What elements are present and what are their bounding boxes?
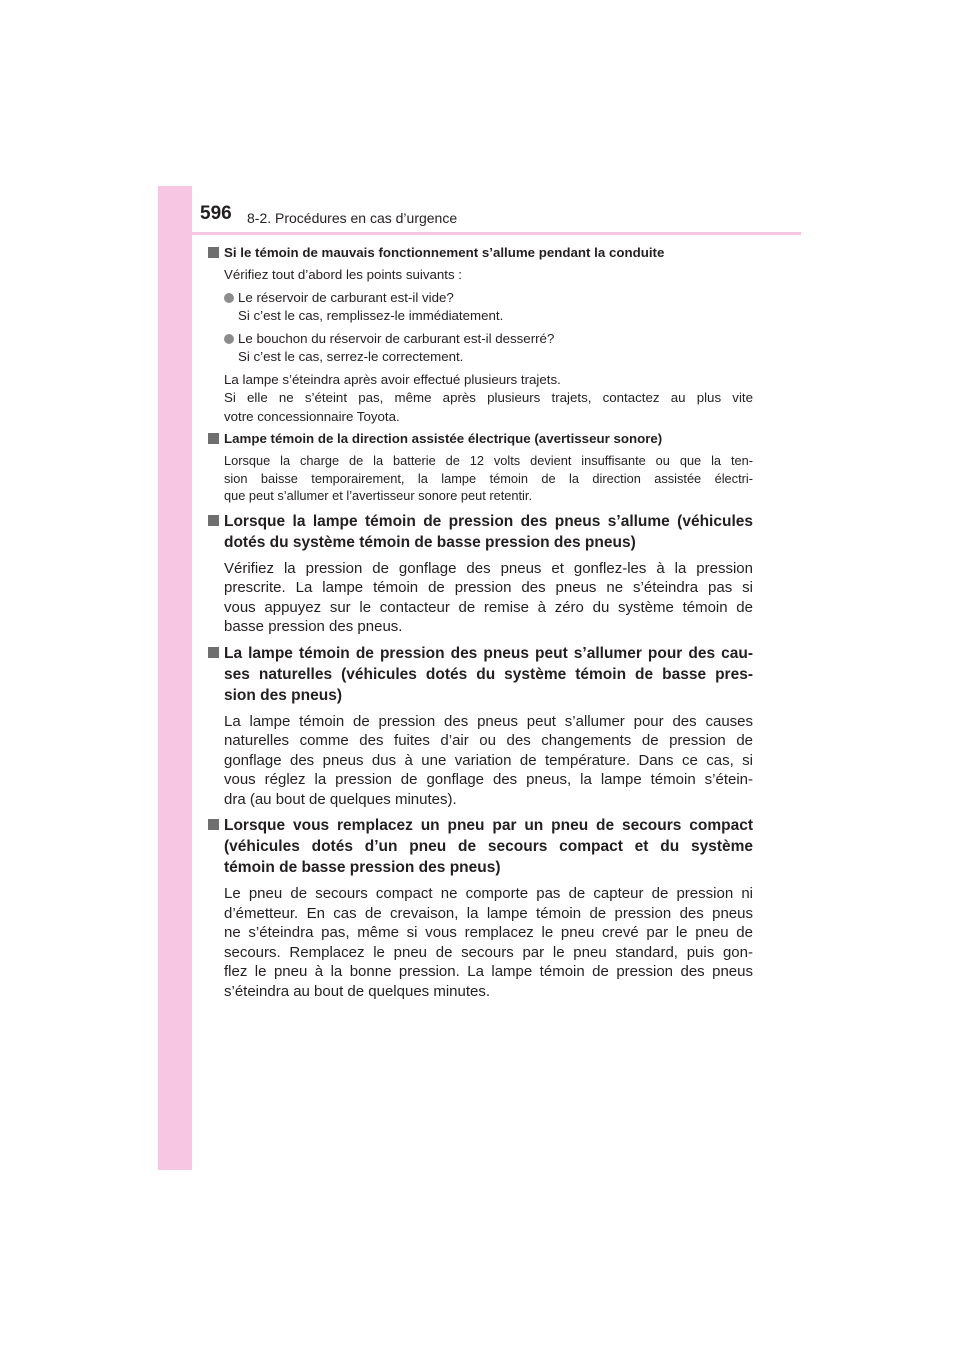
heading-text: témoin de basse pression des pneus) (224, 859, 501, 876)
heading-text: (véhicules dotés d’un pneu de secours compact et du système (224, 838, 753, 855)
section-compact-spare-tire (208, 815, 753, 1001)
heading-text: Lampe témoin de la direction assistée électrique (avertisseur sonore) (224, 431, 663, 446)
square-bullet-icon (208, 819, 219, 830)
section-title: 8-2. Procédures en cas d’urgence (247, 210, 458, 226)
body-paragraph (224, 371, 753, 427)
text-line: naturelles comme des fuites d’air ou des changements de pression de (224, 732, 753, 749)
round-bullet-icon (224, 293, 234, 303)
body-paragraph (224, 452, 753, 505)
list-item (224, 330, 753, 367)
body-paragraph (224, 884, 753, 1001)
text-line: vous réglez la pression de gonflage des pneus, la lampe témoin s’étein- (224, 771, 753, 788)
square-bullet-icon (208, 247, 219, 258)
section-natural-causes (208, 643, 753, 810)
text-line: basse pression des pneus. (224, 618, 403, 635)
page-number: 596 (200, 203, 232, 224)
text-line: ne s’éteindra pas, même si vous remplacez le pneu crevé par le pneu de (224, 924, 753, 941)
text-line: Le pneu de secours compact ne comporte pas de capteur de pression ni (224, 885, 753, 902)
list-item (224, 289, 753, 326)
text-line: sion baisse temporairement, la lampe témoin de la direction assistée électri- (224, 470, 753, 486)
text-line: prescrite. La lampe témoin de pression des pneus ne s’éteindra pas si (224, 579, 753, 596)
section-power-steering (208, 429, 753, 505)
section-heading (208, 815, 753, 878)
heading-text: Si le témoin de mauvais fonctionnement s’allume pendant la conduite (224, 245, 665, 260)
text-line: votre concessionnaire Toyota. (224, 408, 400, 424)
body-paragraph (224, 712, 753, 810)
intro-text: Vérifiez tout d’abord les points suivants : (224, 267, 462, 282)
text-line: secours. Remplacez le pneu de secours par le pneu standard, puis gon- (224, 943, 753, 961)
round-bullet-icon (224, 334, 234, 344)
heading-text: La lampe témoin de pression des pneus peut s’allumer pour des cau- (224, 644, 753, 662)
text-line: Lorsque la charge de la batterie de 12 volts devient insuffisante ou que la ten- (224, 453, 753, 468)
heading-text: sion des pneus) (224, 686, 342, 704)
text-line: Si elle ne s’éteint pas, même après plusieurs trajets, contactez au plus vite (224, 390, 753, 405)
square-bullet-icon (208, 515, 219, 526)
page-content (208, 240, 753, 1001)
header-rule (192, 232, 801, 235)
square-bullet-icon (208, 647, 219, 658)
text-line: d’émetteur. En cas de crevaison, la lampe témoin de pression des pneus (224, 904, 753, 922)
section-heading (208, 243, 753, 262)
text-line: vous appuyez sur le contacteur de remise à zéro du système témoin de (224, 598, 753, 616)
square-bullet-icon (208, 433, 219, 444)
list-item-text: Le bouchon du réservoir de carburant est-il desserré? (238, 330, 555, 346)
body-paragraph (224, 559, 753, 637)
text-line: dra (au bout de quelques minutes). (224, 790, 457, 808)
section-heading (208, 511, 753, 553)
text-line: que peut s’allumer et l’avertisseur sonore peut retentir. (224, 488, 532, 503)
heading-text: Lorsque la lampe témoin de pression des pneus s’allume (véhicules (224, 512, 753, 530)
heading-text: dotés du système témoin de basse pression des pneus) (224, 533, 636, 551)
list-item-text: Si c’est le cas, serrez-le correctement. (238, 349, 464, 364)
section-heading (208, 429, 753, 448)
text-line: Vérifiez la pression de gonflage des pneus et gonflez-les à la pression (224, 559, 753, 577)
chapter-tab-bar (158, 186, 192, 1170)
text-line: La lampe s’éteindra après avoir effectué plusieurs trajets. (224, 371, 561, 387)
list-item-text: Le réservoir de carburant est-il vide? (238, 289, 454, 305)
text-line: gonflage des pneus dus à une variation de température. Dans ce cas, si (224, 751, 753, 769)
text-line: s’éteindra au bout de quelques minutes. (224, 982, 491, 1000)
list-item-text: Si c’est le cas, remplissez-le immédiatement. (238, 308, 504, 323)
text-line: flez le pneu à la bonne pression. La lampe témoin de pression des pneus (224, 963, 753, 980)
text-line: La lampe témoin de pression des pneus peut s’allumer pour des causes (224, 712, 753, 730)
heading-text: Lorsque vous remplacez un pneu par un pneu de secours compact (224, 817, 753, 834)
section-malfunction-lamp (208, 243, 753, 426)
heading-text: ses naturelles (véhicules dotés du système témoin de basse pres- (224, 665, 753, 683)
section-tire-pressure-lamp (208, 511, 753, 637)
section-heading (208, 643, 753, 706)
